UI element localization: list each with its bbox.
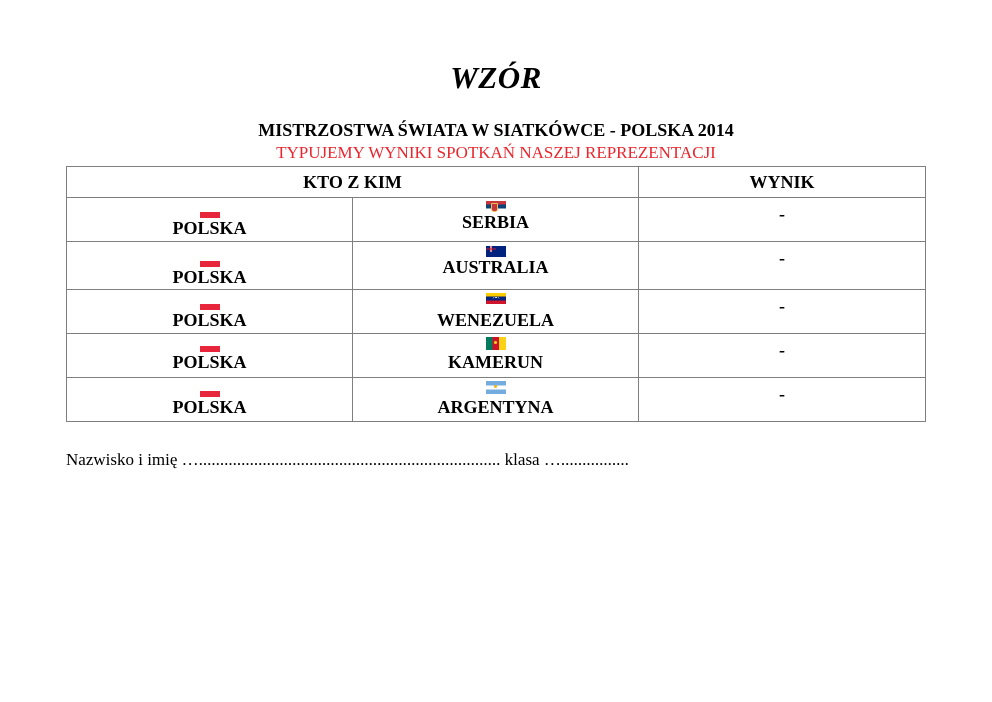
team1-cell [67,290,353,334]
score-cell[interactable] [639,290,926,334]
team2-name: WENEZUELA [436,310,555,330]
team2-name: ARGENTYNA [437,397,554,417]
team2-name: AUSTRALIA [442,257,549,277]
team1-name: POLSKA [172,397,247,417]
table-header-row [67,167,926,198]
team2-name: KAMERUN [448,352,543,372]
team1-cell [67,198,353,242]
header-teams: KTO Z KIM [67,167,639,198]
team1-cell [67,334,353,378]
team1-name: POLSKA [172,218,247,238]
team2-cell [353,198,639,242]
score-value: - [779,248,785,268]
score-value: - [779,296,785,316]
team1-name: POLSKA [172,310,247,330]
document-subheading: TYPUJEMY WYNIKI SPOTKAŃ NASZEJ REPREZENTACJI [276,143,716,162]
team1-name: POLSKA [172,352,247,372]
score-value: - [779,340,785,360]
score-cell[interactable] [639,378,926,422]
table-row [67,290,926,334]
document-heading: MISTRZOSTWA ŚWIATA W SIATKÓWCE - POLSKA 2014 [258,120,734,140]
table-row [67,242,926,290]
team2-cell [353,378,639,422]
team2-name: SERBIA [461,212,530,232]
australia-flag-icon [486,246,506,257]
poland-flag-icon [200,341,220,352]
cameroon-flag-icon [486,337,506,350]
document-title: WZÓR [450,60,542,95]
table-row [67,378,926,422]
score-value: - [779,384,785,404]
team1-cell [67,242,353,290]
venezuela-flag-icon [486,293,506,304]
poland-flag-icon [200,207,220,218]
table-row [67,198,926,242]
name-class-fill-line[interactable]: Nazwisko i imię …....................................................................... klasa …................ [66,450,629,469]
poland-flag-icon [200,386,220,397]
score-cell[interactable] [639,334,926,378]
team1-cell [67,378,353,422]
poland-flag-icon [200,256,220,267]
table-row [67,334,926,378]
team2-cell [353,290,639,334]
score-value: - [779,204,785,224]
score-cell[interactable] [639,242,926,290]
team2-cell [353,242,639,290]
team2-cell [353,334,639,378]
argentina-flag-icon [486,381,506,394]
header-score: WYNIK [639,167,926,198]
matches-table [66,166,926,422]
team1-name: POLSKA [172,267,247,287]
score-cell[interactable] [639,198,926,242]
serbia-flag-icon [486,201,506,212]
poland-flag-icon [200,299,220,310]
